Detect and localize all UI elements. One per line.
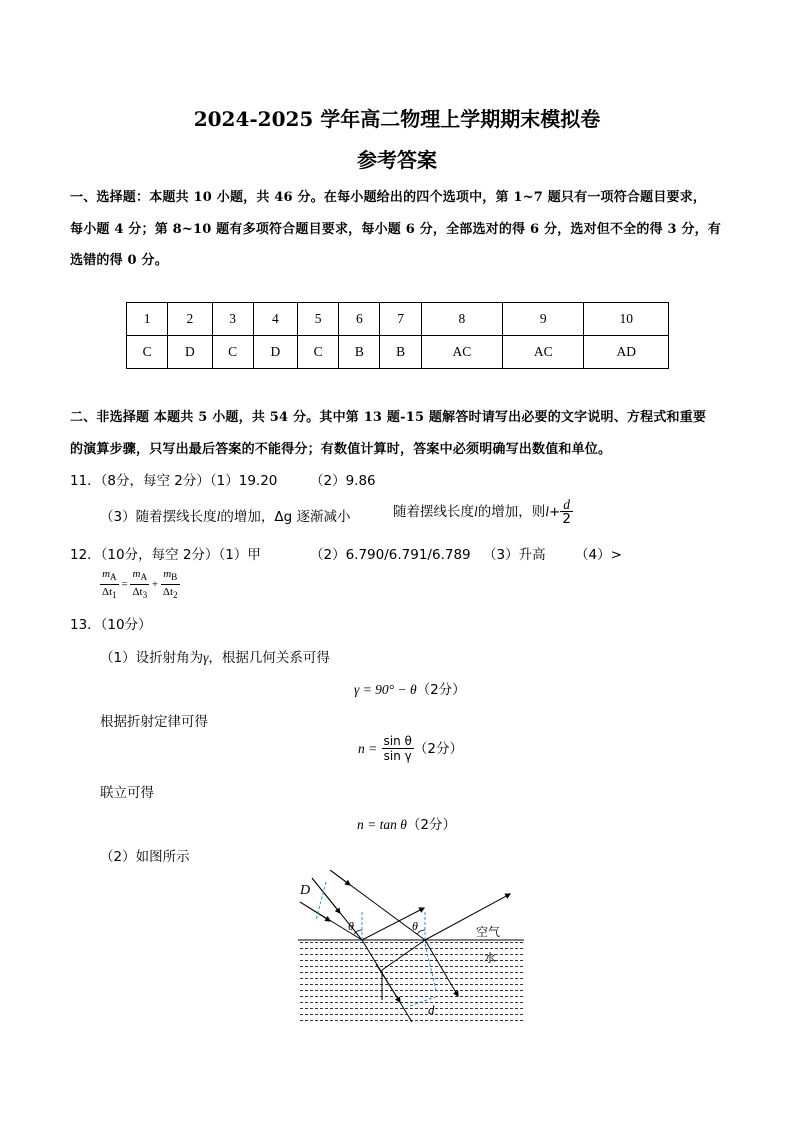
fraction-d-over-2: $\frac{d}{2}$: [562, 497, 571, 527]
question-number-cell: 4: [253, 303, 297, 336]
question-number-cell: 9: [503, 303, 584, 336]
answer-table: [126, 302, 669, 369]
answer-cell: AC: [503, 336, 584, 369]
q12-head: 12．（10分，每空 2分）（1）甲: [70, 547, 261, 563]
label-D: D: [300, 883, 311, 898]
q11-part3-second: 随着摆线长度l的增加，则l+ $\frac{d}{2}$: [393, 497, 571, 527]
q13-p4: （2）如图所示: [100, 849, 190, 865]
refraction-diagram: [290, 870, 530, 1030]
page-title: 2024-2025 学年高二物理上学期期末模拟卷: [193, 107, 601, 131]
answer-cell: C: [127, 336, 168, 369]
label-theta-2: θ: [412, 919, 418, 933]
label-air: 空气: [476, 925, 501, 939]
question-number-cell: 5: [298, 303, 339, 336]
q13-head: 13．（10分）: [70, 617, 152, 633]
answer-cell: B: [339, 336, 380, 369]
var-l: l: [216, 509, 221, 524]
q13-eq1: γ = 90° − θ（2分）: [354, 682, 466, 698]
section1-line1: 一、选择题：本题共 10 小题，共 46 分。在每小题给出的四个选项中，第 1~7 题只有一项符合题目要求，: [70, 190, 707, 205]
question-number-cell: 6: [339, 303, 380, 336]
q11-part3: （3）随着摆线长度l的增加，Δg 逐渐减小: [100, 509, 351, 525]
answer-cell: B: [380, 336, 421, 369]
q13-eq3: n = tan θ（2分）: [357, 817, 456, 833]
answer-cell: D: [168, 336, 212, 369]
answer-cell: D: [253, 336, 297, 369]
question-number-cell: 7: [380, 303, 421, 336]
answer-table-numbers-row: [127, 303, 669, 336]
q11-part2: （2）9.86: [310, 473, 376, 489]
label-d: d: [428, 1002, 435, 1017]
label-water: 水: [484, 951, 497, 965]
q13-eq2: n = $\frac{\text{sin θ}}{\text{sin γ}}$ （2分）: [358, 734, 463, 763]
question-number-cell: 10: [584, 303, 669, 336]
question-number-cell: 3: [212, 303, 253, 336]
q13-p3: 联立可得: [100, 785, 154, 801]
answer-table-answers-row: [127, 336, 669, 369]
q12-momentum-equation: $\frac{m_A}{\Delta t_1}$ = $\frac{m_A}{\Delta t_3}$ + $\frac{m_B}{\Delta t_2}$: [102, 568, 178, 601]
section1-line2: 每小题 4 分；第 8~10 题有多项符合题目要求，每小题 6 分，全部选对的得 6 分，选对但不全的得 3 分，有: [70, 222, 722, 237]
q11-head: 11．（8分，每空 2分）（1）19.20: [70, 473, 278, 489]
question-number-cell: 2: [168, 303, 212, 336]
answer-cell: C: [212, 336, 253, 369]
section2-line1: 二、非选择题 本题共 5 小题，共 54 分。其中第 13 题-15 题解答时请写出必要的文字说明、方程式和重要: [70, 410, 707, 425]
question-number-cell: 1: [127, 303, 168, 336]
q13-p2: 根据折射定律可得: [100, 714, 208, 730]
q13-p1: （1）设折射角为γ，根据几何关系可得: [100, 650, 330, 666]
section2-line2: 的演算步骤，只写出最后答案的不能得分；有数值计算时，答案中必须明确写出数值和单位。: [70, 442, 612, 457]
question-number-cell: 8: [421, 303, 502, 336]
label-theta-1: θ: [348, 919, 354, 933]
section1-line3: 选错的得 0 分。: [70, 253, 168, 268]
q12-part4: （4）>: [575, 547, 622, 563]
answer-cell: AD: [584, 336, 669, 369]
page-subtitle: 参考答案: [357, 148, 437, 172]
answer-cell: C: [298, 336, 339, 369]
answer-cell: AC: [421, 336, 502, 369]
q12-part2: （2）6.790/6.791/6.789: [310, 547, 471, 563]
q12-part3: （3）升高: [483, 547, 546, 563]
